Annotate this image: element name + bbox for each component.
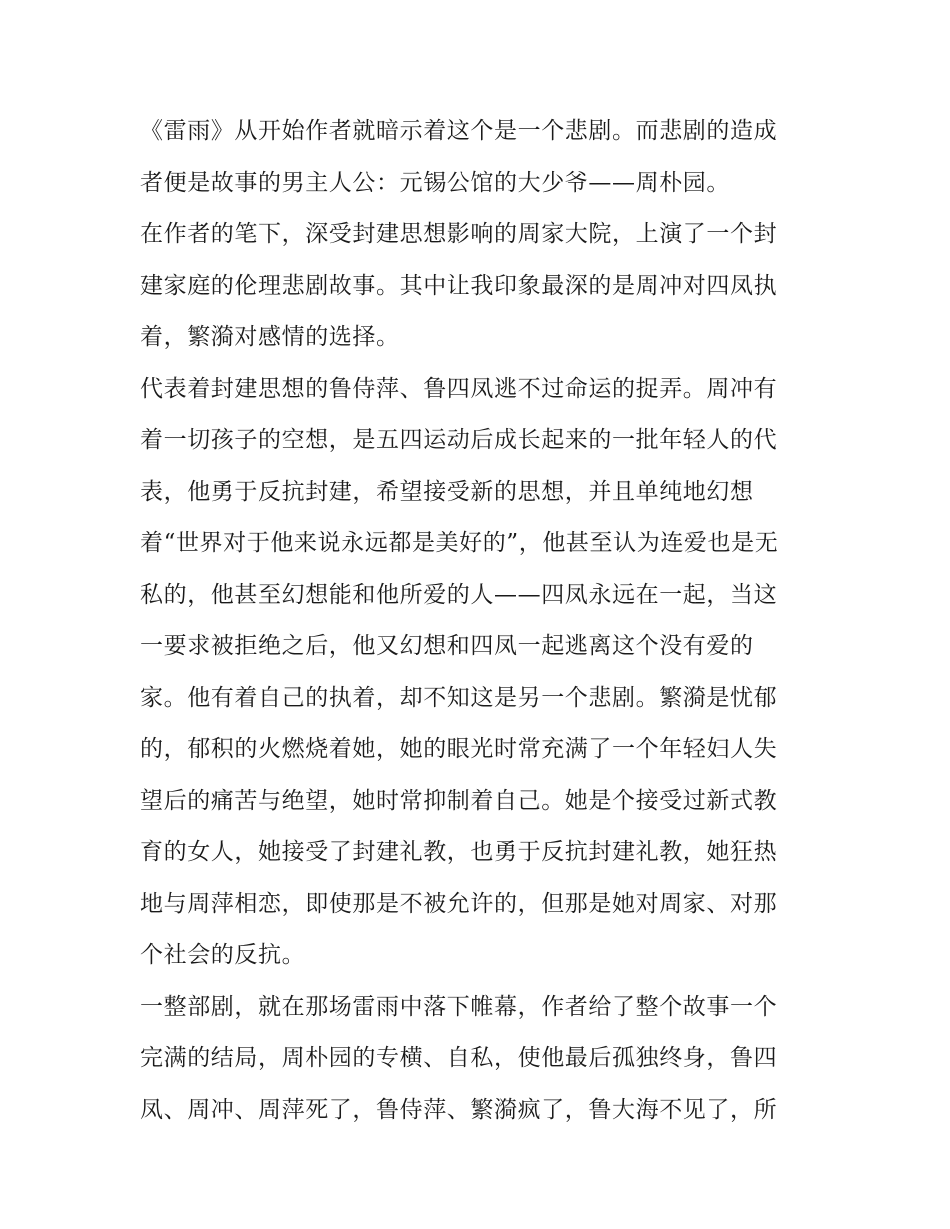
text-line: 代表着封建思想的鲁侍萍、鲁四凤逃不过命运的捉弄。周冲有 xyxy=(140,375,778,402)
text-line: 着一切孩子的空想，是五四运动后成长起来的一批年轻人的代 xyxy=(140,427,778,453)
text-line: 地与周萍相恋，即使那是不被允许的，但那是她对周家、对那 xyxy=(140,890,778,917)
text-line: 一整部剧，就在那场雷雨中落下帷幕，作者给了整个故事一个 xyxy=(140,993,778,1020)
text-line: 私的，他甚至幻想能和他所爱的人——四凤永远在一起，当这 xyxy=(140,581,778,608)
text-line: 一要求被拒绝之后，他又幻想和四凤一起逃离这个没有爱的 xyxy=(140,633,754,659)
text-line: 家。他有着自己的执着，却不知这是另一个悲剧。繁漪是忧郁 xyxy=(140,684,778,711)
text-line: 着“世界对于他来说永远都是美好的”，他甚至认为连爱也是无 xyxy=(140,530,779,556)
text-line: 着，繁漪对感情的选择。 xyxy=(140,324,400,350)
text-line: 个社会的反抗。 xyxy=(140,942,306,968)
text-line: 凤、周冲、周萍死了，鲁侍萍、繁漪疯了，鲁大海不见了，所 xyxy=(140,1096,778,1123)
text-line: 完满的结局，周朴园的专横、自私，使他最后孤独终身，鲁四 xyxy=(140,1045,778,1071)
text-line: 育的女人，她接受了封建礼教，也勇于反抗封建礼教，她狂热 xyxy=(140,839,778,865)
text-line: 建家庭的伦理悲剧故事。其中让我印象最深的是周冲对四凤执 xyxy=(140,272,778,299)
text-line: 表，他勇于反抗封建，希望接受新的思想，并且单纯地幻想 xyxy=(140,478,754,505)
text-line: 者便是故事的男主人公：元锡公馆的大少爷——周朴园。 xyxy=(140,169,730,196)
text-line: 《雷雨》从开始作者就暗示着这个是一个悲剧。而悲剧的造成 xyxy=(140,118,778,144)
text-line: 望后的痛苦与绝望，她时常抑制着自己。她是个接受过新式教 xyxy=(140,787,778,814)
text-line: 在作者的笔下，深受封建思想影响的周家大院，上演了一个封 xyxy=(140,221,778,247)
text-line: 的，郁积的火燃烧着她，她的眼光时常充满了一个年轻妇人失 xyxy=(140,736,778,762)
essay-body xyxy=(140,106,820,1136)
